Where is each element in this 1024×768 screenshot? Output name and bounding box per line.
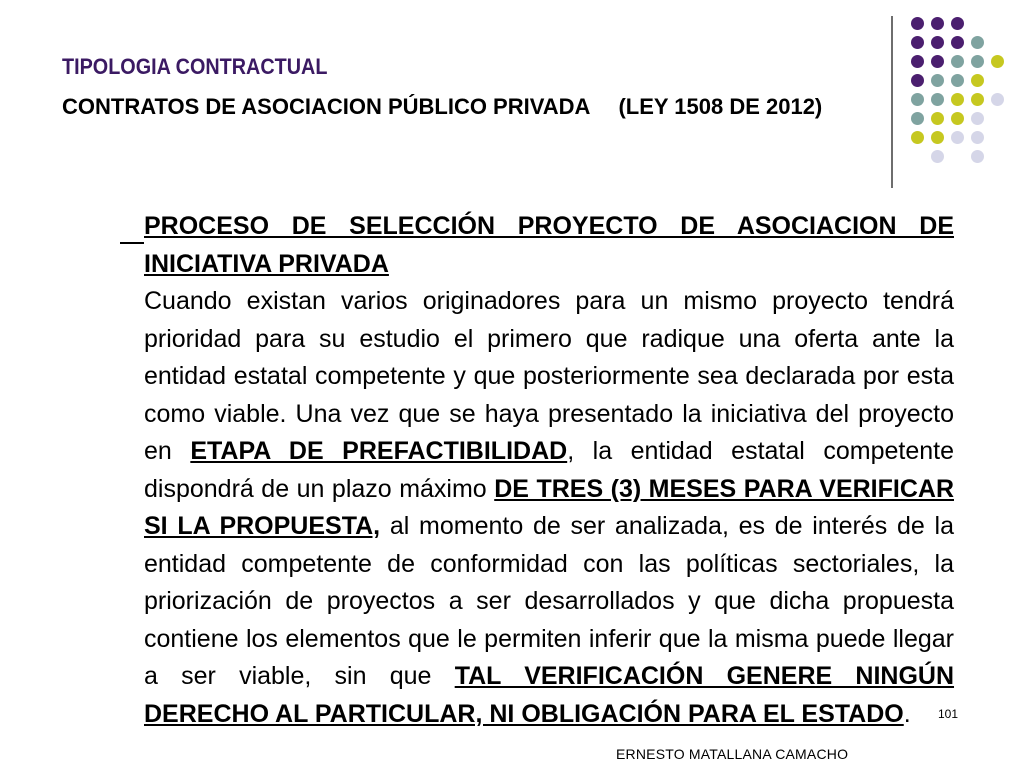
- emphasis-three-months: DE TRES (3) MESES PARA VERIFICAR SI LA PROPUESTA,: [144, 474, 954, 540]
- decorative-dot: [951, 112, 964, 125]
- decorative-dot: [951, 93, 964, 106]
- decorative-dot: [971, 112, 984, 125]
- decorative-dot: [971, 150, 984, 163]
- decorative-dot: [911, 17, 924, 30]
- slide-body: [144, 208, 954, 733]
- decorative-dot: [911, 131, 924, 144]
- text-segment-1: Cuando existan varios originadores para un mismo proyecto tendrá prioridad para su estudio el primero que radique una oferta ante la entidad estatal competente y que posteriormente sea declarada por esta como viable. Una vez que se haya presentado la iniciativa del proyecto en: [144, 287, 954, 465]
- decorative-dot: [931, 74, 944, 87]
- decorative-dot: [911, 55, 924, 68]
- decorative-dot: [951, 55, 964, 68]
- decorative-dot-grid: [0, 0, 1024, 190]
- decorative-dot: [911, 93, 924, 106]
- decorative-dot: [931, 55, 944, 68]
- footer-author: ERNESTO MATALLANA CAMACHO: [616, 746, 849, 762]
- decorative-dot: [971, 131, 984, 144]
- decorative-dot: [911, 112, 924, 125]
- slide-number: 101: [938, 707, 959, 721]
- text-segment-3: al momento de ser analizada, es de interés de la entidad competente de conformidad con las políticas sectoriales, la priorización de proyectos a ser desarrollados y que dicha propuesta contiene los elementos que le permiten inferir que la misma puede llegar a ser viable, sin que: [144, 512, 954, 690]
- decorative-dot: [931, 36, 944, 49]
- decorative-dot: [931, 17, 944, 30]
- decorative-dot: [971, 93, 984, 106]
- decorative-dot: [991, 55, 1004, 68]
- emphasis-prefeasibility: ETAPA DE PREFACTIBILIDAD: [190, 437, 568, 465]
- decorative-dot: [951, 74, 964, 87]
- decorative-dot: [951, 17, 964, 30]
- decorative-dot: [971, 36, 984, 49]
- subtitle-law-reference: (LEY 1508 DE 2012): [618, 94, 823, 119]
- decorative-dot: [931, 93, 944, 106]
- decorative-dot: [911, 74, 924, 87]
- slide-title: TIPOLOGIA CONTRACTUAL: [62, 54, 328, 79]
- decorative-dot: [991, 93, 1004, 106]
- decorative-dot: [931, 150, 944, 163]
- decorative-divider: [891, 16, 893, 188]
- decorative-dot: [971, 55, 984, 68]
- text-segment-4: .: [903, 699, 911, 728]
- decorative-dot: [971, 74, 984, 87]
- decorative-dot: [931, 112, 944, 125]
- decorative-dot: [911, 36, 924, 49]
- decorative-dot: [951, 131, 964, 144]
- body-paragraph: [144, 283, 954, 733]
- subtitle-main: CONTRATOS DE ASOCIACION PÚBLICO PRIVADA: [62, 94, 591, 119]
- decorative-dot: [931, 131, 944, 144]
- decorative-dot: [951, 36, 964, 49]
- text-segment-2: , la entidad estatal competente dispondrá de un plazo máximo: [144, 437, 954, 503]
- emphasis-no-rights: TAL VERIFICACIÓN GENERE NINGÚN DERECHO AL PARTICULAR, NI OBLIGACIÓN PARA EL ESTADO: [144, 662, 955, 728]
- section-heading: PROCESO DE SELECCIÓN PROYECTO DE ASOCIACION DE INICIATIVA PRIVADA: [144, 212, 954, 278]
